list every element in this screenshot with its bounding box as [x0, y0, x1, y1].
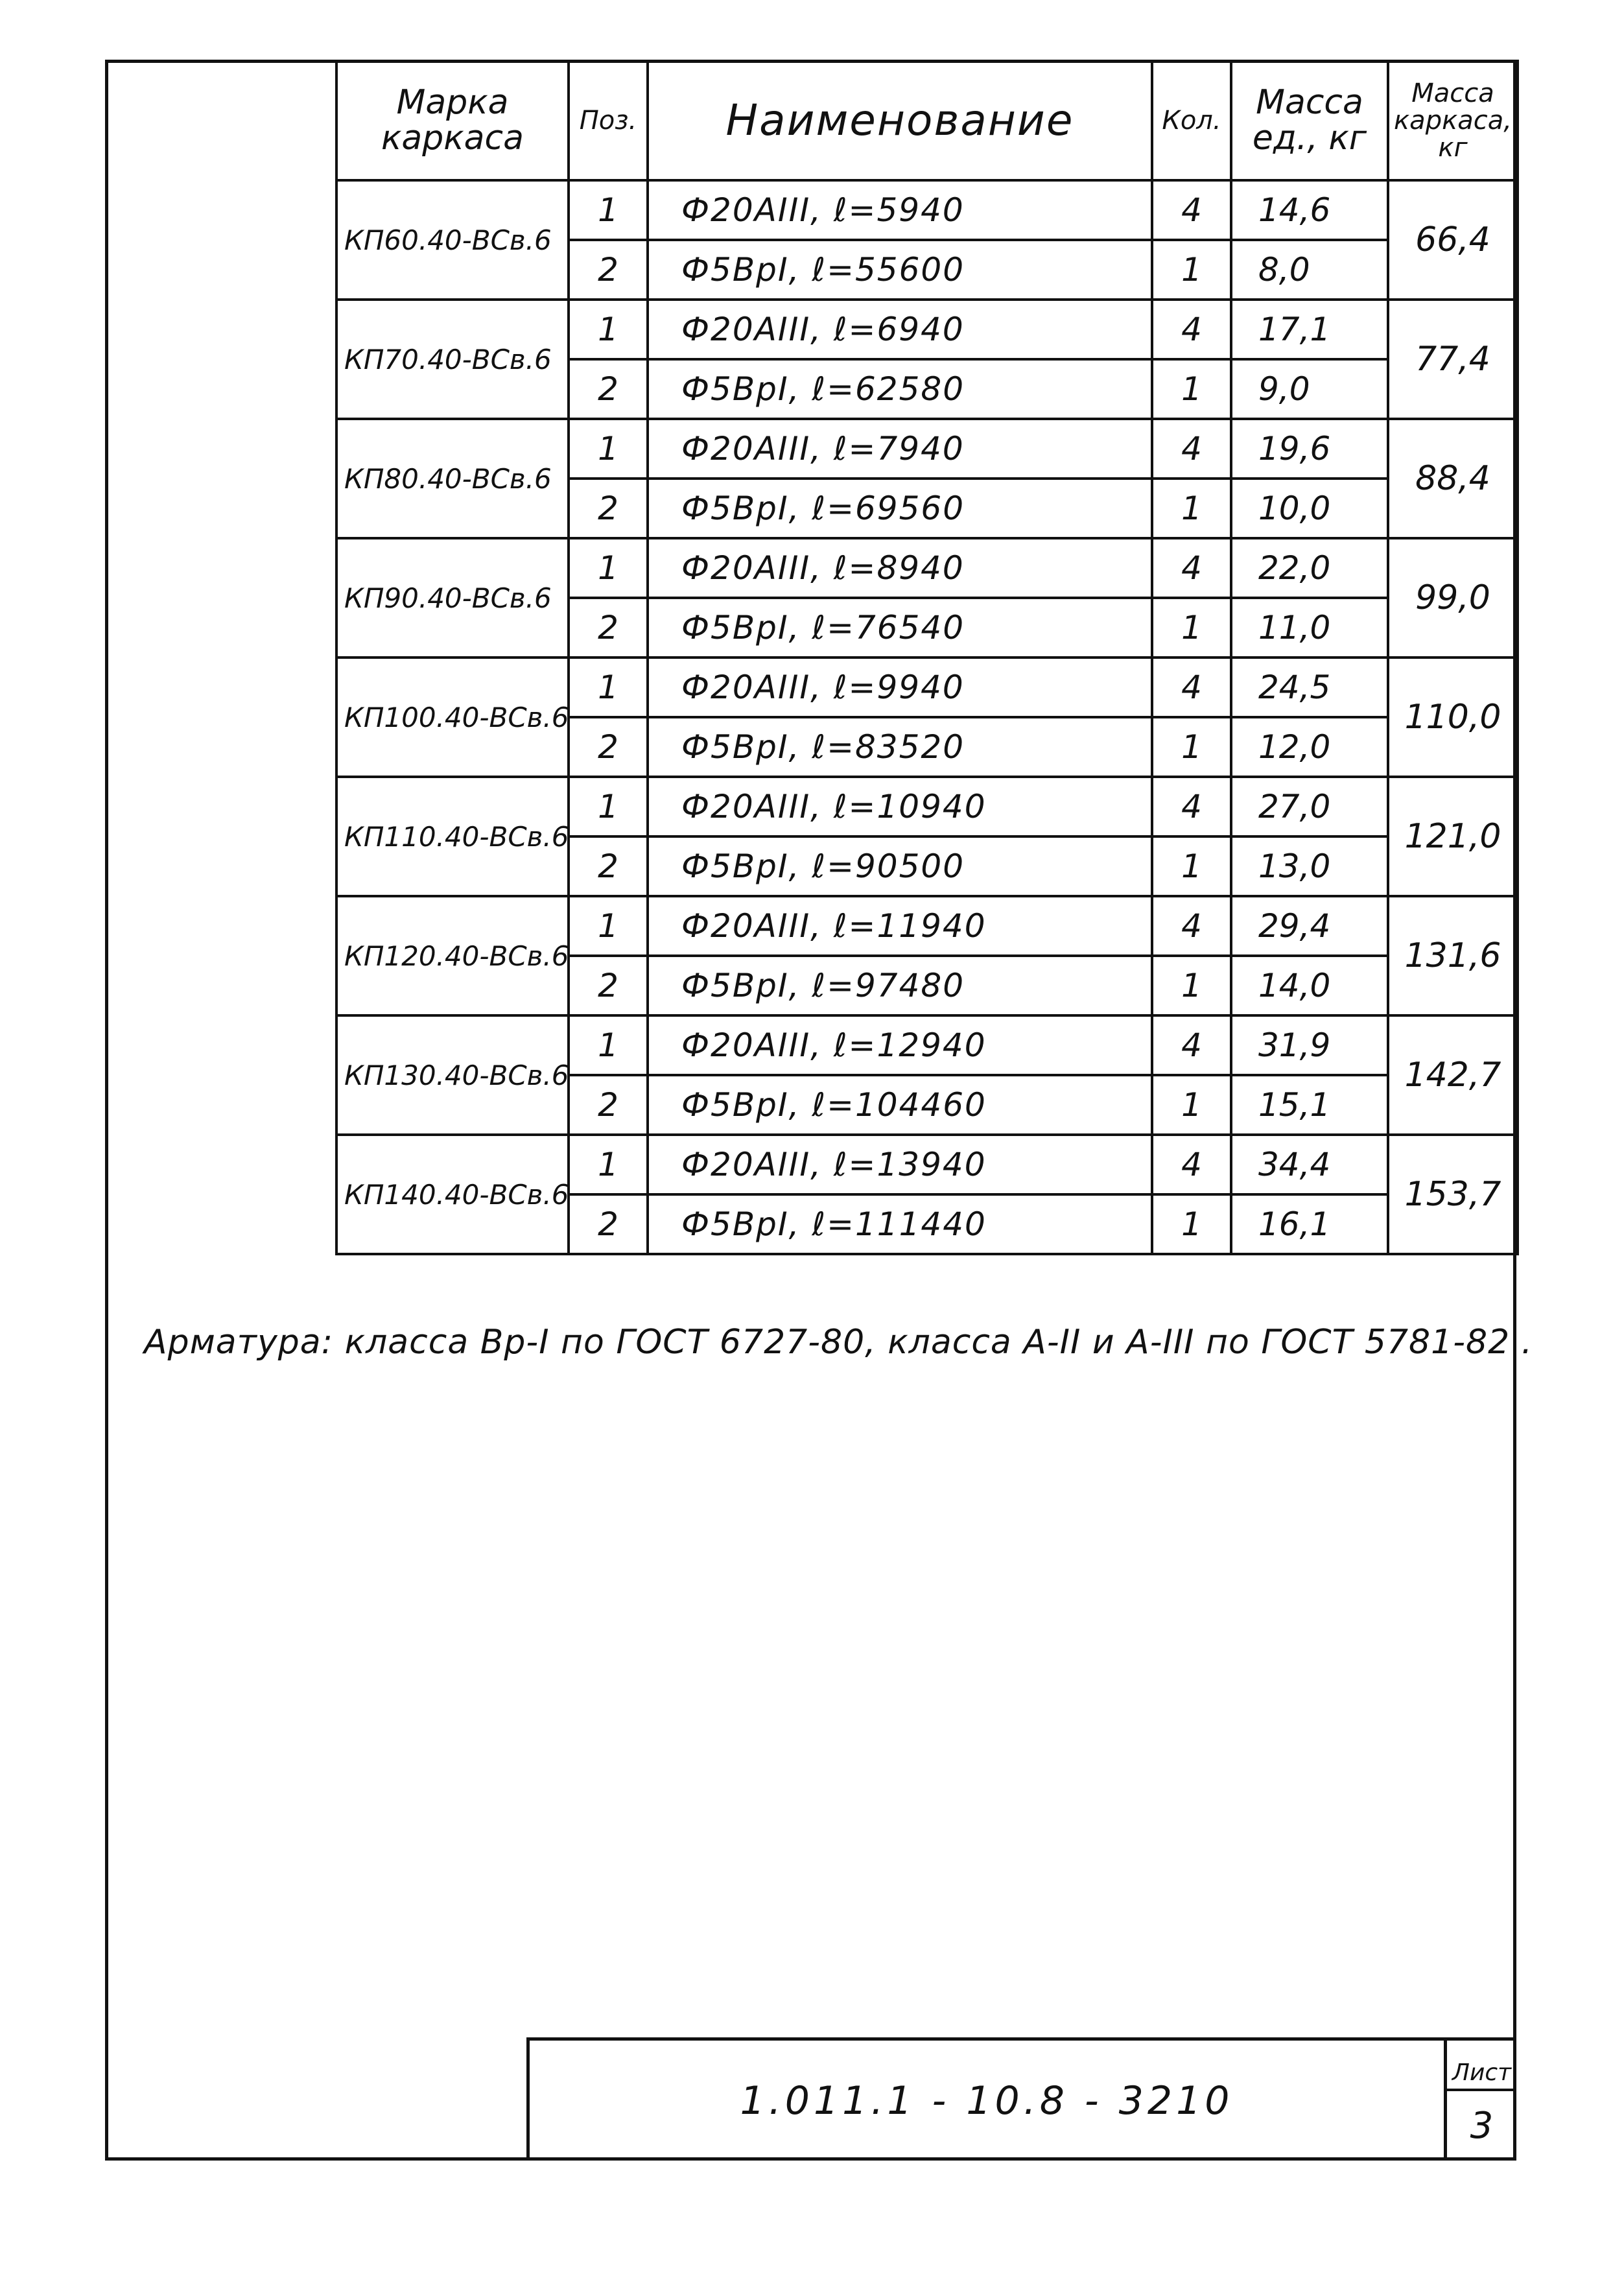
- position-cell: 1: [569, 538, 648, 598]
- unit-mass-cell: 13,0: [1231, 836, 1388, 896]
- item-name-cell: Ф5ВрI, ℓ=76540: [648, 598, 1152, 658]
- item-name-cell: Ф5ВрI, ℓ=90500: [648, 836, 1152, 896]
- reinforcement-note: Арматура: класса Вр-I по ГОСТ 6727-80, класса А-II и А-III по ГОСТ 5781-82 .: [144, 1323, 1533, 1362]
- item-name-cell: Ф5ВрI, ℓ=62580: [648, 359, 1152, 419]
- frame-mass-cell: 153,7: [1388, 1135, 1518, 1254]
- position-cell: 1: [569, 896, 648, 956]
- unit-mass-cell: 14,0: [1231, 956, 1388, 1015]
- item-name-cell: Ф20АIII, ℓ=13940: [648, 1135, 1152, 1194]
- item-name-cell: Ф5ВрI, ℓ=83520: [648, 717, 1152, 777]
- table-row: [336, 538, 1518, 598]
- reinforcement-spec-table: [335, 60, 1519, 1255]
- quantity-cell: 4: [1152, 777, 1231, 836]
- quantity-cell: 4: [1152, 658, 1231, 717]
- position-cell: 2: [569, 359, 648, 419]
- item-name-cell: Ф20АIII, ℓ=10940: [648, 777, 1152, 836]
- frame-mass-cell: 121,0: [1388, 777, 1518, 896]
- quantity-cell: 1: [1152, 956, 1231, 1015]
- frame-mass-cell: 88,4: [1388, 419, 1518, 538]
- item-name-cell: Ф20АIII, ℓ=9940: [648, 658, 1152, 717]
- quantity-cell: 1: [1152, 1075, 1231, 1135]
- table-row: [336, 180, 1518, 240]
- unit-mass-cell: 10,0: [1231, 479, 1388, 538]
- unit-mass-cell: 27,0: [1231, 777, 1388, 836]
- frame-mark-cell: КП80.40-ВСв.6: [336, 419, 569, 538]
- frame-mark-cell: КП140.40-ВСв.6: [336, 1135, 569, 1254]
- quantity-cell: 4: [1152, 538, 1231, 598]
- unit-mass-cell: 11,0: [1231, 598, 1388, 658]
- item-name-cell: Ф5ВрI, ℓ=111440: [648, 1194, 1152, 1254]
- frame-mark-cell: КП110.40-ВСв.6: [336, 777, 569, 896]
- position-cell: 1: [569, 300, 648, 359]
- position-cell: 1: [569, 777, 648, 836]
- item-name-cell: Ф5ВрI, ℓ=69560: [648, 479, 1152, 538]
- table-row: [336, 1015, 1518, 1075]
- sheet-number: 3: [1470, 2105, 1494, 2147]
- table-row: [336, 419, 1518, 479]
- position-cell: 2: [569, 479, 648, 538]
- quantity-cell: 4: [1152, 896, 1231, 956]
- table-row: [336, 777, 1518, 836]
- unit-mass-cell: 8,0: [1231, 240, 1388, 300]
- sheet-cell: [1444, 2041, 1516, 2161]
- unit-mass-cell: 22,0: [1231, 538, 1388, 598]
- item-name-cell: Ф5ВрI, ℓ=55600: [648, 240, 1152, 300]
- document-code: 1.011.1 - 10.8 - 3210: [740, 2078, 1234, 2124]
- frame-mark-cell: КП130.40-ВСв.6: [336, 1015, 569, 1135]
- table-row: [336, 896, 1518, 956]
- frame-mark-cell: КП100.40-ВСв.6: [336, 658, 569, 777]
- frame-mass-cell: 77,4: [1388, 300, 1518, 419]
- unit-mass-cell: 16,1: [1231, 1194, 1388, 1254]
- col-header-frame-mass: Масса каркаса, кг: [1388, 61, 1518, 180]
- quantity-cell: 4: [1152, 300, 1231, 359]
- title-block: [526, 2037, 1516, 2161]
- unit-mass-cell: 17,1: [1231, 300, 1388, 359]
- unit-mass-cell: 14,6: [1231, 180, 1388, 240]
- col-header-mark: Марка каркаса: [336, 61, 569, 180]
- sheet-label: Лист: [1447, 2041, 1516, 2091]
- item-name-cell: Ф20АIII, ℓ=5940: [648, 180, 1152, 240]
- table-row: [336, 658, 1518, 717]
- position-cell: 1: [569, 180, 648, 240]
- quantity-cell: 4: [1152, 419, 1231, 479]
- col-header-qty: Кол.: [1152, 61, 1231, 180]
- col-header-name: Наименование: [648, 61, 1152, 180]
- quantity-cell: 1: [1152, 836, 1231, 896]
- position-cell: 2: [569, 598, 648, 658]
- col-header-unit-mass: Масса ед., кг: [1231, 61, 1388, 180]
- frame-mark-cell: КП70.40-ВСв.6: [336, 300, 569, 419]
- frame-mass-cell: 99,0: [1388, 538, 1518, 658]
- position-cell: 2: [569, 1075, 648, 1135]
- unit-mass-cell: 34,4: [1231, 1135, 1388, 1194]
- col-header-pos: Поз.: [569, 61, 648, 180]
- unit-mass-cell: 24,5: [1231, 658, 1388, 717]
- quantity-cell: 4: [1152, 1135, 1231, 1194]
- item-name-cell: Ф5ВрI, ℓ=104460: [648, 1075, 1152, 1135]
- item-name-cell: Ф20АIII, ℓ=12940: [648, 1015, 1152, 1075]
- position-cell: 1: [569, 658, 648, 717]
- item-name-cell: Ф20АIII, ℓ=6940: [648, 300, 1152, 359]
- table-body: [336, 180, 1518, 1254]
- table-row: [336, 1135, 1518, 1194]
- frame-mass-cell: 131,6: [1388, 896, 1518, 1015]
- quantity-cell: 1: [1152, 598, 1231, 658]
- frame-mass-cell: 66,4: [1388, 180, 1518, 300]
- unit-mass-cell: 31,9: [1231, 1015, 1388, 1075]
- position-cell: 1: [569, 1135, 648, 1194]
- position-cell: 2: [569, 1194, 648, 1254]
- quantity-cell: 1: [1152, 240, 1231, 300]
- frame-mass-cell: 142,7: [1388, 1015, 1518, 1135]
- quantity-cell: 1: [1152, 717, 1231, 777]
- quantity-cell: 4: [1152, 180, 1231, 240]
- unit-mass-cell: 29,4: [1231, 896, 1388, 956]
- table-row: [336, 300, 1518, 359]
- quantity-cell: 1: [1152, 479, 1231, 538]
- frame-mark-cell: КП90.40-ВСв.6: [336, 538, 569, 658]
- item-name-cell: Ф20АIII, ℓ=7940: [648, 419, 1152, 479]
- frame-mark-cell: КП60.40-ВСв.6: [336, 180, 569, 300]
- item-name-cell: Ф20АIII, ℓ=11940: [648, 896, 1152, 956]
- table-header-row: [336, 61, 1518, 180]
- position-cell: 2: [569, 240, 648, 300]
- unit-mass-cell: 9,0: [1231, 359, 1388, 419]
- quantity-cell: 4: [1152, 1015, 1231, 1075]
- position-cell: 2: [569, 717, 648, 777]
- item-name-cell: Ф5ВрI, ℓ=97480: [648, 956, 1152, 1015]
- position-cell: 2: [569, 956, 648, 1015]
- position-cell: 1: [569, 419, 648, 479]
- unit-mass-cell: 15,1: [1231, 1075, 1388, 1135]
- quantity-cell: 1: [1152, 359, 1231, 419]
- quantity-cell: 1: [1152, 1194, 1231, 1254]
- frame-mark-cell: КП120.40-ВСв.6: [336, 896, 569, 1015]
- item-name-cell: Ф20АIII, ℓ=8940: [648, 538, 1152, 598]
- unit-mass-cell: 19,6: [1231, 419, 1388, 479]
- position-cell: 2: [569, 836, 648, 896]
- unit-mass-cell: 12,0: [1231, 717, 1388, 777]
- position-cell: 1: [569, 1015, 648, 1075]
- frame-mass-cell: 110,0: [1388, 658, 1518, 777]
